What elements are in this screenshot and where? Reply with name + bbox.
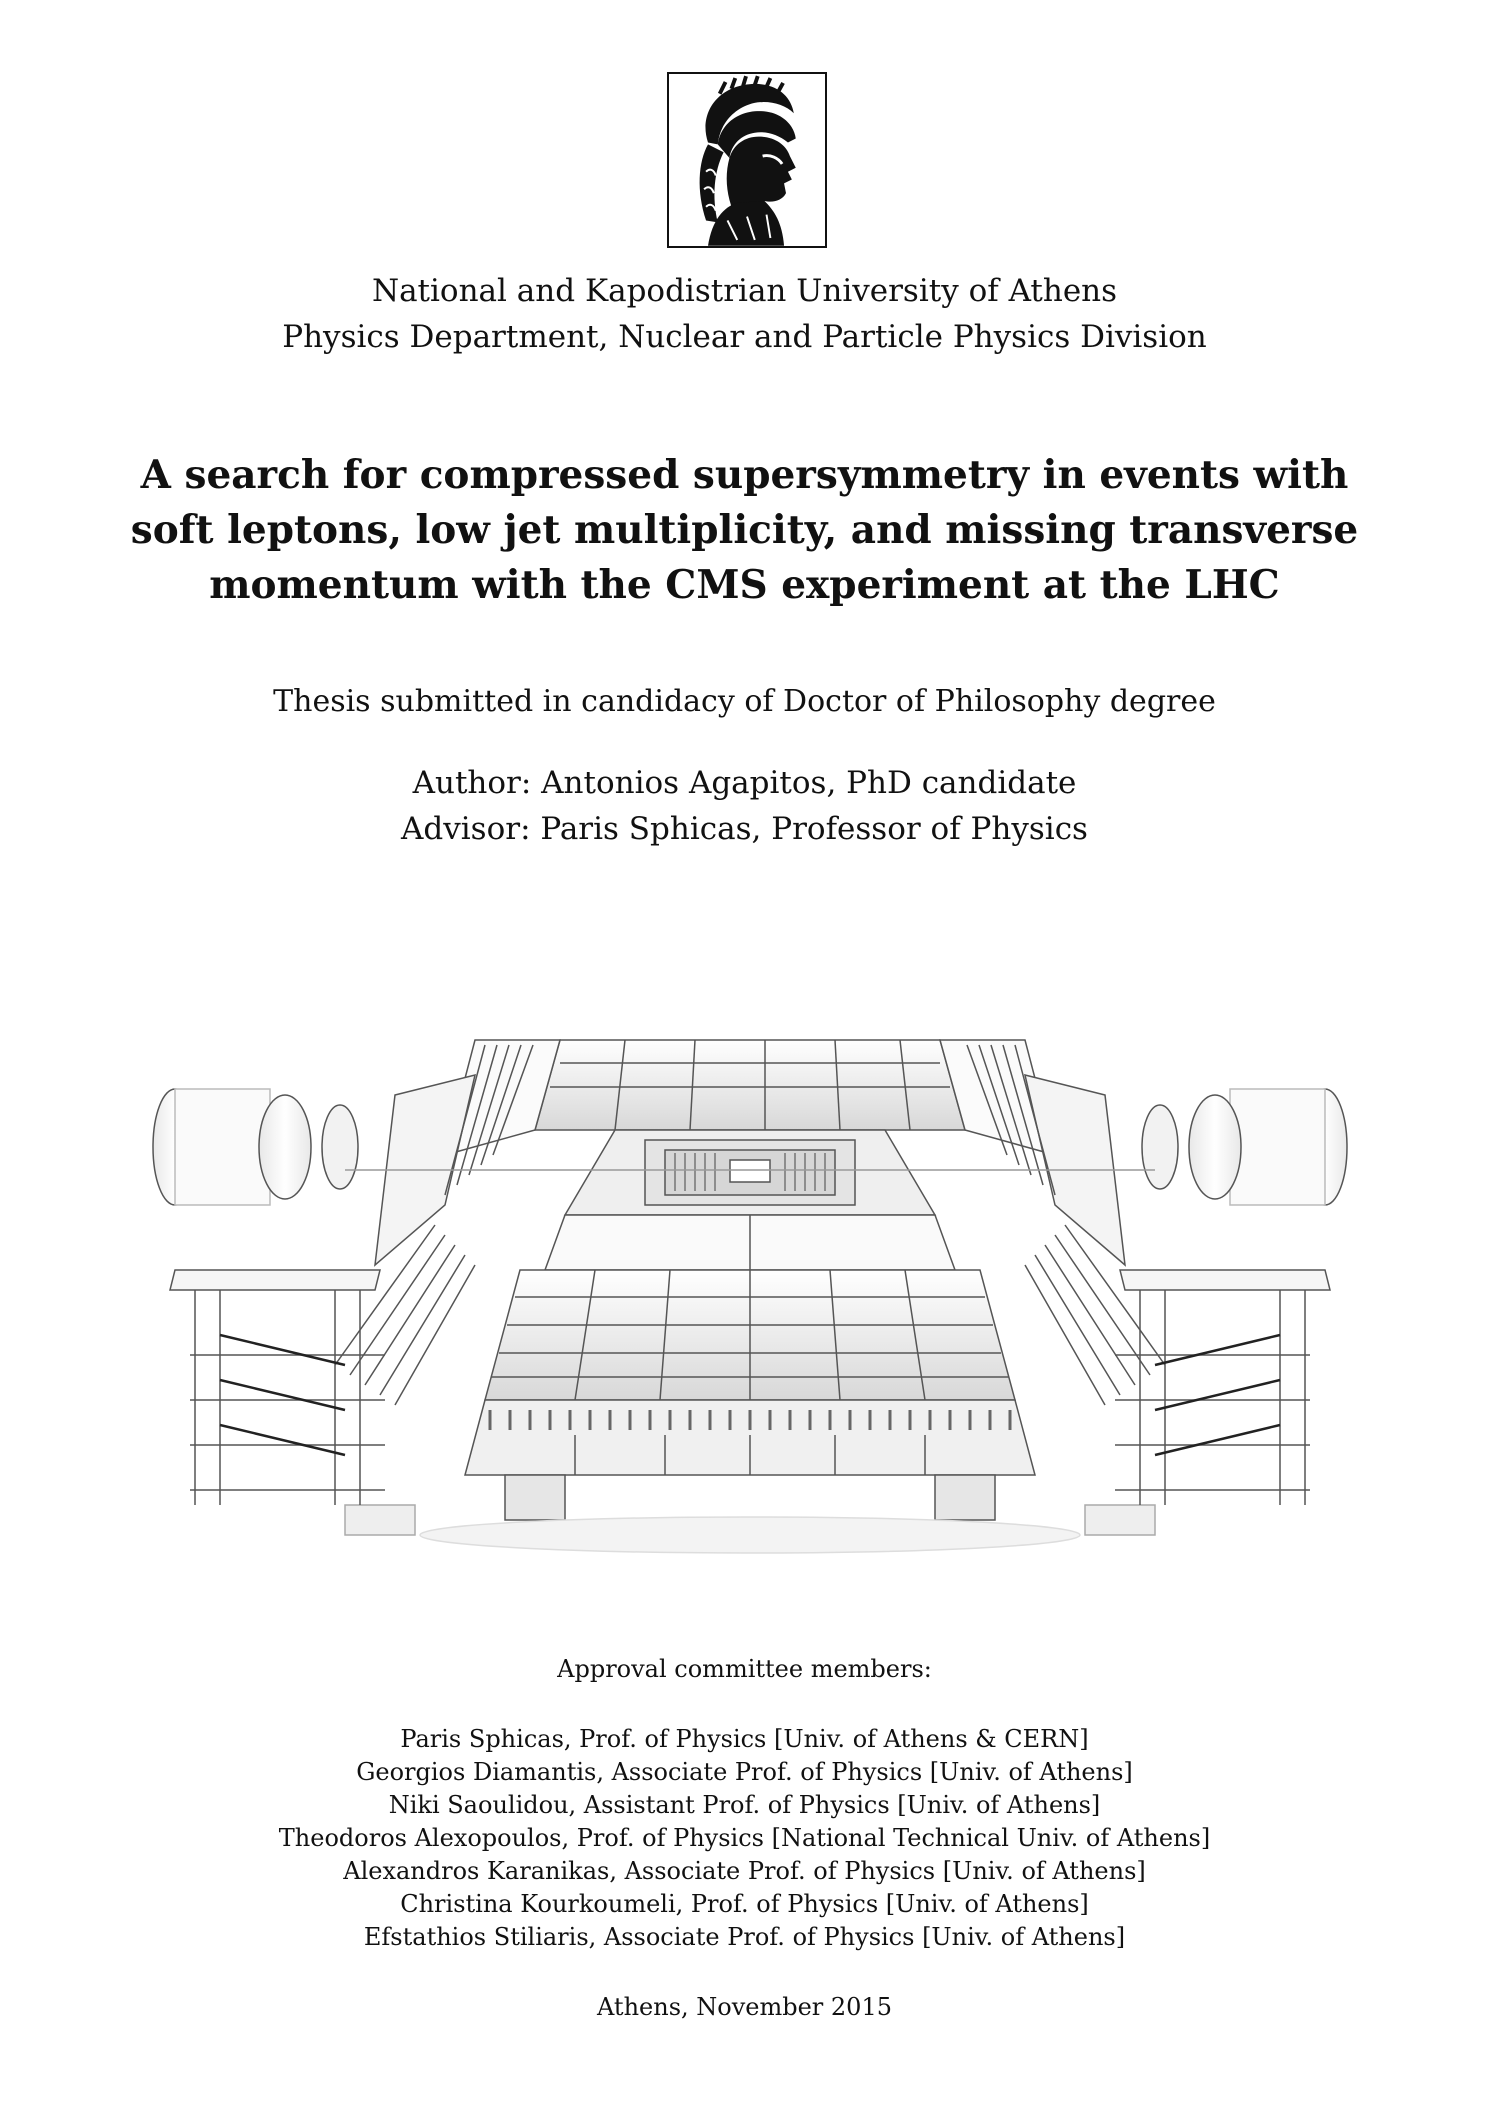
institution-name: National and Kapodistrian University of Athens: [371, 273, 1118, 309]
committee-member: Theodoros Alexopoulos, Prof. of Physics [National Technical Univ. of Athens]: [278, 1824, 1211, 1852]
cms-detector-icon: [145, 1035, 1355, 1565]
committee-member: Paris Sphicas, Prof. of Physics [Univ. of Athens & CERN]: [400, 1725, 1089, 1753]
committee-member: Christina Kourkoumeli, Prof. of Physics [Univ. of Athens]: [400, 1890, 1089, 1918]
committee-member: Alexandros Karanikas, Associate Prof. of Physics [Univ. of Athens]: [343, 1857, 1146, 1885]
institution-block: [0, 268, 1489, 360]
thesis-subtitle: Thesis submitted in candidacy of Doctor of Philosophy degree: [273, 684, 1216, 719]
athena-head-icon: [669, 74, 825, 246]
author-line: Author: Antonios Agapitos, PhD candidate: [412, 765, 1077, 801]
title-line-2: soft leptons, low jet multiplicity, and missing transverse: [130, 507, 1359, 553]
committee-heading: Approval committee members:: [557, 1655, 932, 1683]
thesis-title: [0, 448, 1489, 613]
title-line-3: momentum with the CMS experiment at the LHC: [209, 562, 1280, 608]
cms-detector-illustration: [145, 1035, 1355, 1565]
university-logo: [667, 72, 827, 248]
place-date: Athens, November 2015: [597, 1993, 892, 2021]
department-name: Physics Department, Nuclear and Particle Physics Division: [282, 319, 1207, 355]
committee-list: [0, 1723, 1489, 1954]
committee-member: Niki Saoulidou, Assistant Prof. of Physics [Univ. of Athens]: [388, 1791, 1101, 1819]
advisor-line: Advisor: Paris Sphicas, Professor of Physics: [401, 811, 1088, 847]
people-block: [0, 760, 1489, 852]
committee-member: Georgios Diamantis, Associate Prof. of Physics [Univ. of Athens]: [356, 1758, 1133, 1786]
committee-member: Efstathios Stiliaris, Associate Prof. of Physics [Univ. of Athens]: [363, 1923, 1126, 1951]
title-line-1: A search for compressed supersymmetry in events with: [140, 452, 1349, 498]
